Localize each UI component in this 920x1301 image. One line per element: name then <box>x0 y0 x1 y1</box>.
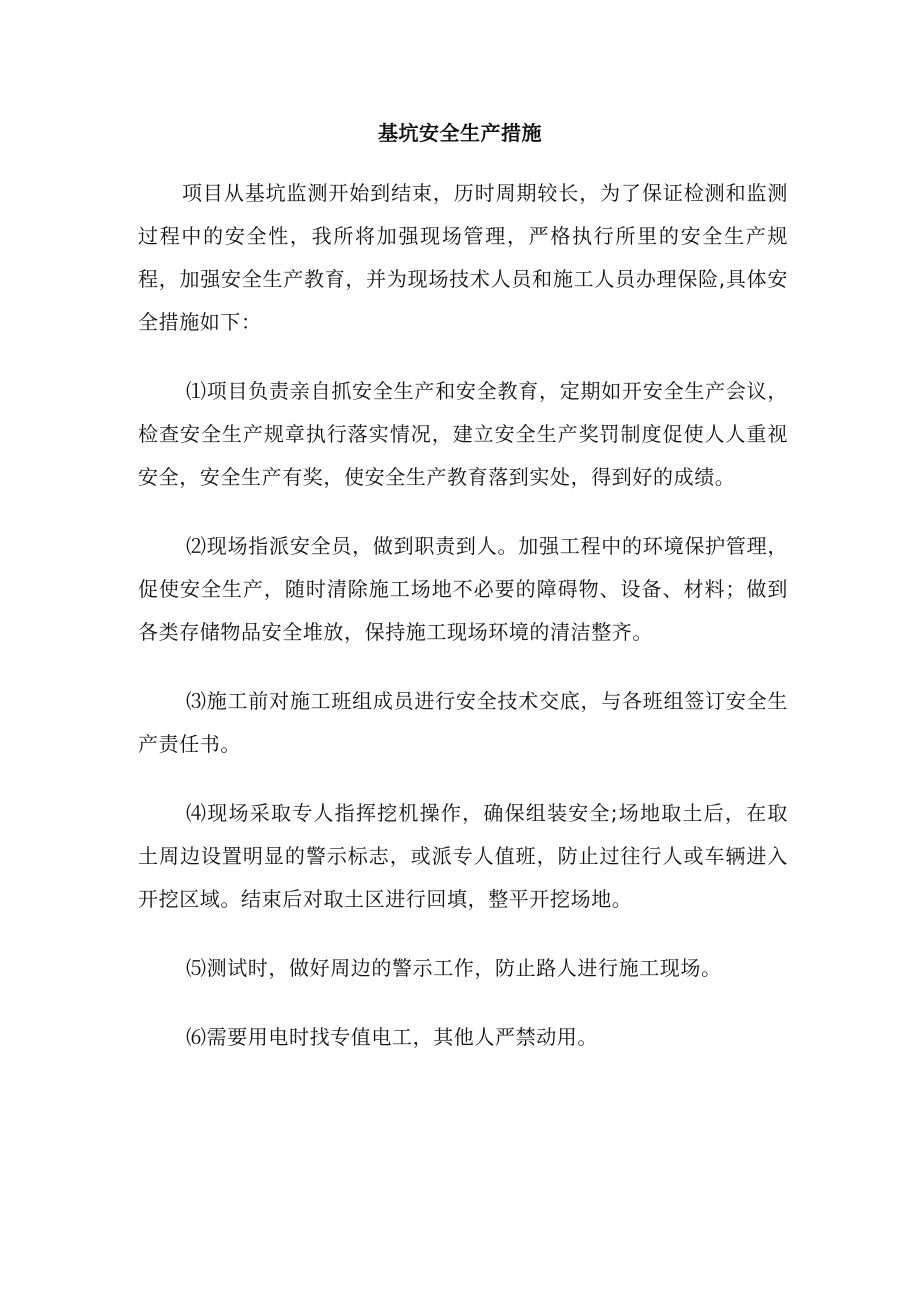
measure-item-5: ⑸测试时，做好周边的警示工作，防止路人进行施工现场。 <box>186 956 722 980</box>
measure-item-6: ⑹需要用电时找专值电工，其他人严禁动用。 <box>186 1025 598 1049</box>
measure-item-2: ⑵现场指派安全员，做到职责到人。加强工程中的环境保护管理，促使安全生产，随时清除施工场地不必要的障碍物、设备、材料；做到各类存储物品安全堆放，保持施工现场环境的清洁整齐。 <box>138 534 788 644</box>
document-body <box>138 172 788 1059</box>
intro-paragraph: 项目从基坑监测开始到结束，历时周期较长，为了保证检测和监测过程中的安全性，我所将加强现场管理，严格执行所里的安全生产规程，加强安全生产教育，并为现场技术人员和施工人员办理保险,具体安全措施如下： <box>138 181 788 334</box>
measure-item-3: ⑶施工前对施工班组成员进行安全技术交底，与各班组签订安全生产责任书。 <box>138 689 788 756</box>
page-title: 基坑安全生产措施 <box>378 121 542 145</box>
measure-item-4: ⑷现场采取专人指挥挖机操作，确保组装安全;场地取土后，在取土周边设置明显的警示标志，或派专人值班，防止过往行人或车辆进入开挖区域。结束后对取土区进行回填，整平开挖场地。 <box>138 801 788 911</box>
measure-item-1: ⑴项目负责亲自抓安全生产和安全教育，定期如开安全生产会议，检查安全生产规章执行落实情况，建立安全生产奖罚制度促使人人重视安全，安全生产有奖，使安全生产教育落到实处，得到好的成绩。 <box>138 379 788 489</box>
